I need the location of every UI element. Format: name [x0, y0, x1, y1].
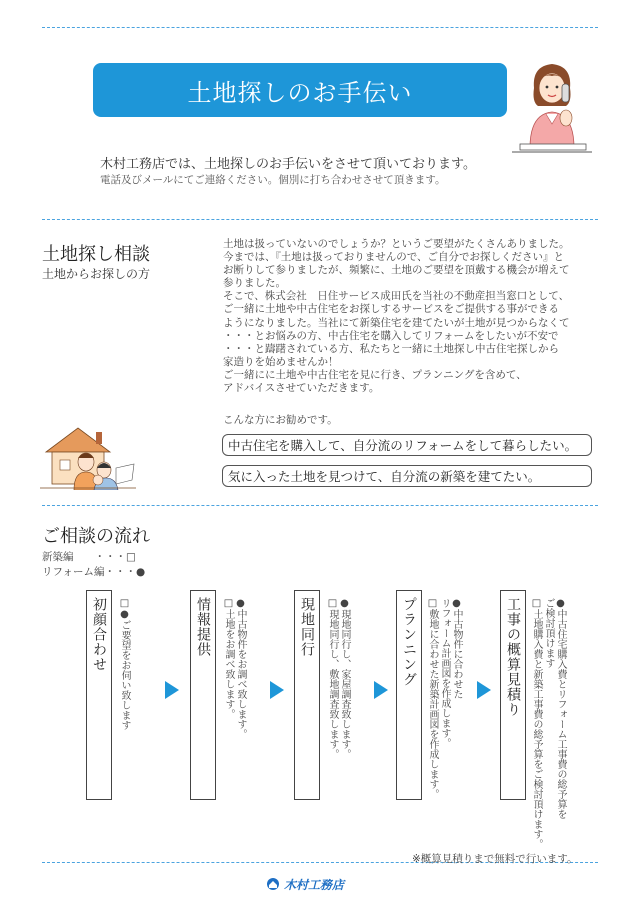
legend-reform: リフォーム編・・・●: [42, 566, 146, 578]
logo-mark-icon: [266, 877, 280, 891]
step-desc-line: ●中古物件をお調べ致します。: [235, 598, 246, 739]
case-reform: [222, 434, 592, 456]
consult-line: ・・・とお悩みの方、中古住宅を購入してリフォームをしたいが不安で: [223, 329, 559, 342]
step-desc-line: リフォーム計画図を作成します。: [439, 598, 450, 748]
consult-heading: 土地探し相談: [42, 244, 150, 265]
step-desc-line: ●中古物件に合わせた: [451, 598, 462, 699]
step-label-site-visit: [294, 590, 320, 800]
step-desc-estimate: [530, 598, 566, 849]
step-desc-line: □敷地に合わせた新築計画図を作成します。: [427, 598, 438, 799]
consult-line: 土地は扱っていないのでしょうか？というご要望がたくさんありました。: [223, 238, 570, 250]
consult-line: 今までは、『土地は扱っておりませんので、ご自分でお探しください』と: [223, 251, 565, 264]
family-house-illustration: [40, 418, 136, 490]
case-new-build: [222, 465, 592, 487]
flow-heading: ご相談の流れ: [42, 526, 150, 547]
step-label-first-meeting: [86, 590, 112, 800]
step-label-text: 初顔合わせ: [91, 597, 107, 672]
free-estimate-note: ※概算見積りまで無料で行います。: [412, 853, 578, 865]
step-desc-line: □現地同行し、敷地調査致します。: [327, 598, 338, 759]
step-label-text: 情報提供: [195, 597, 211, 657]
step-label-text: 現地同行: [299, 597, 315, 657]
step-desc-line: ご検討頂けます: [543, 598, 554, 668]
divider-flow: [42, 505, 598, 506]
step-desc-planning: [426, 598, 462, 799]
step-desc-info: [222, 598, 246, 739]
divider-consult: [42, 219, 598, 220]
consult-line: ようになりました。当社にて新築住宅を建てたいが土地が見つからなくて: [223, 316, 570, 329]
consult-body: [223, 238, 593, 395]
step-desc-line: □土地をお調べ致します。: [223, 598, 234, 719]
step-desc-site-visit: [326, 598, 350, 759]
flow-arrow-icon: [165, 681, 179, 699]
page-title: 土地探しのお手伝い: [187, 78, 413, 107]
consult-line: ・・・と躊躇されている方、私たちと一緒に土地探し中古住宅探しから: [223, 342, 559, 355]
legend-new-build: 新築編 ・・・□: [42, 551, 136, 563]
intro-text: 木村工務店では、土地探しのお手伝いをさせて頂いております。: [100, 157, 476, 172]
consult-line: ご一緒に土地や中古住宅をお探しするサービスをご提供する事ができる: [223, 303, 559, 316]
consult-line: 参りました。: [223, 277, 286, 290]
consult-subheading: 土地からお探しの方: [42, 267, 151, 281]
consult-line: ご一緒にに土地や中古住宅を見に行き、プランニングを含めて、: [223, 368, 527, 381]
top-divider: [42, 27, 598, 28]
flow-arrow-icon: [477, 681, 491, 699]
step-desc-line: ●現地同行し、家屋調査致します。: [339, 598, 350, 759]
intro-contact-text: 電話及びメールにてご連絡ください。個別に打ち合わせさせて頂きます。: [100, 174, 446, 186]
flow-arrow-icon: [374, 681, 388, 699]
case-reform-text: 中古住宅を購入して、自分流のリフォームをして暮らしたい。: [228, 438, 578, 453]
recommend-text: こんな方にお勧めです。: [223, 414, 338, 426]
step-label-info: [190, 590, 216, 800]
receptionist-illustration: [512, 58, 592, 158]
case-new-build-text: 気に入った土地を見つけて、自分流の新築を建てたい。: [228, 469, 541, 484]
step-desc-first-meeting: [118, 598, 130, 730]
step-label-text: プランニング: [401, 597, 417, 687]
company-logo: [266, 876, 344, 892]
flow-arrow-icon: [270, 681, 284, 699]
step-desc-line: ●中古住宅購入費とリフォーム工事費の総予算を: [555, 598, 566, 819]
step-label-text: 工事の概算見積り: [505, 597, 521, 717]
step-desc-line: □土地購入費と新築工事費の総予算をご検討頂けます。: [531, 598, 542, 849]
step-label-estimate: [500, 590, 526, 800]
logo-text: 木村工務店: [284, 877, 345, 892]
consult-line: そこで、株式会社 日住サービス成田氏を当社の不動産担当窓口として、: [223, 290, 570, 303]
consult-line: アドバイスさせていただきます。: [223, 382, 380, 395]
page-title-banner: [93, 63, 507, 117]
consult-line: 家造りを始めませんか！: [223, 355, 339, 368]
step-desc-line: □●ご要望をお伺い致します: [119, 598, 130, 730]
step-label-planning: [396, 590, 422, 800]
consult-line: お断りして参りましたが、頻繁に、土地のご要望を頂戴する機会が増えて: [223, 264, 570, 277]
